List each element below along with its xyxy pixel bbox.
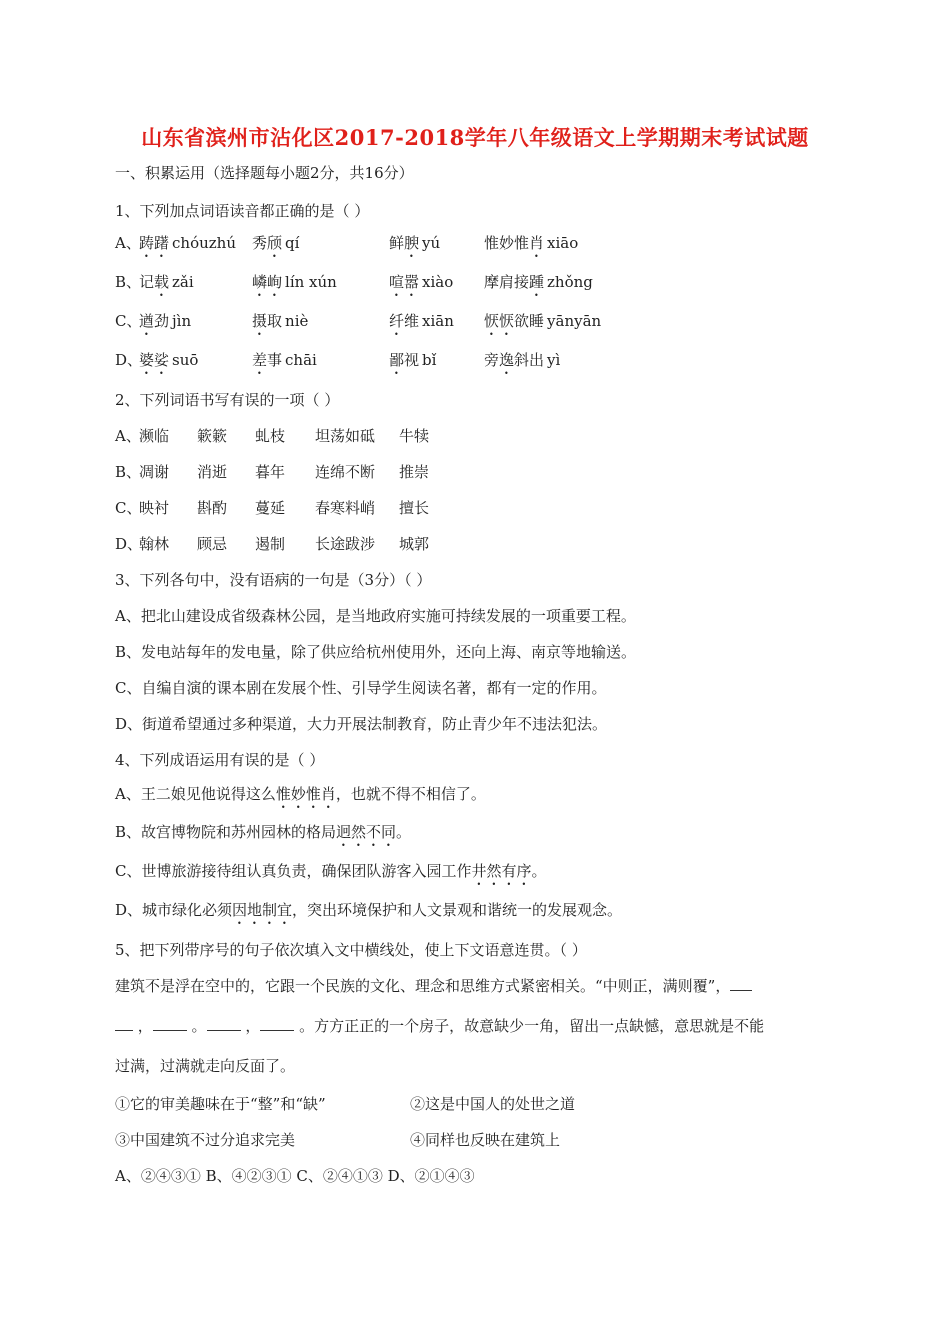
option-label: B、	[115, 463, 142, 481]
word-item: 顾忌	[197, 535, 228, 553]
pinyin-item	[484, 350, 560, 378]
option-label: D、	[115, 351, 143, 369]
word-item: 濒临	[139, 427, 170, 445]
question-2-stem: 2、下列词语书写有误的一项（ ）	[115, 391, 340, 409]
pinyin-text: xiào	[422, 273, 454, 291]
dotted-word: 摄	[252, 312, 268, 330]
word-item: 暮年	[255, 463, 286, 481]
word-text: 惟妙惟	[484, 234, 530, 252]
word-item: 映衬	[139, 499, 170, 517]
word-text: 鲜	[389, 234, 405, 252]
blank-1a[interactable]	[730, 976, 752, 991]
word-text: 旁	[484, 351, 500, 369]
pinyin-item	[139, 233, 236, 261]
question-5-sentence-1: ①它的审美趣味在于“整”和“缺”	[115, 1095, 326, 1113]
pinyin-text: zǎi	[172, 273, 194, 291]
dotted-word: 喧嚣	[389, 273, 420, 291]
pinyin-text: yì	[547, 351, 561, 369]
dotted-word: 颀	[267, 234, 283, 252]
word-item: 簌簌	[197, 427, 228, 445]
pinyin-item	[139, 311, 191, 339]
exam-title: 山东省滨州市沾化区2017-2018学年八年级语文上学期期末考试试题	[141, 125, 809, 150]
word-item: 翰林	[139, 535, 170, 553]
question-3-option-a: A、把北山建设成省级森林公园，是当地政府实施可持续发展的一项重要工程。	[115, 607, 636, 625]
dotted-word: 腴	[404, 234, 420, 252]
word-item: 虬枝	[255, 427, 286, 445]
question-4-stem: 4、下列成语运用有误的是（ ）	[115, 751, 325, 769]
question-3-option-d: D、街道希望通过多种渠道，大力开展法制教育，防止青少年不违法犯法。	[115, 715, 608, 733]
word-text: 斜出	[514, 351, 545, 369]
dotted-word: 踵	[529, 273, 545, 291]
option-label: D、	[115, 535, 143, 553]
question-5-passage-line-3: 过满，过满就走向反面了。	[115, 1057, 296, 1075]
dotted-word: 嶙峋	[252, 273, 283, 291]
pinyin-text: zhǒng	[547, 273, 593, 291]
pinyin-item	[252, 233, 299, 261]
dotted-word: 踌躇	[139, 234, 170, 252]
question-5-sentence-3: ③中国建筑不过分追求完美	[115, 1131, 296, 1149]
word-text: 事	[267, 351, 283, 369]
dotted-word: 婆娑	[139, 351, 170, 369]
word-text: 视	[404, 351, 420, 369]
question-5-passage-line-2: ， 。 ， 。方方正正的一个房子，故意缺少一角，留出一点缺憾，意思就是不能	[115, 1016, 764, 1036]
word-text: 取	[267, 312, 283, 330]
pinyin-text: qí	[285, 234, 300, 252]
pinyin-item	[484, 311, 601, 339]
word-item: 消逝	[197, 463, 228, 481]
option-label: C、	[115, 312, 142, 330]
question-3-option-b: B、发电站每年的发电量，除了供应给杭州使用外，还向上海、南京等地输送。	[115, 643, 637, 661]
word-item: 城郭	[399, 535, 430, 553]
word-text: 摩肩接	[484, 273, 530, 291]
word-item: 斟酌	[197, 499, 228, 517]
dotted-word: 载	[154, 273, 170, 291]
pinyin-text: suō	[172, 351, 199, 369]
word-item: 春寒料峭	[315, 499, 376, 517]
question-1-stem: 1、下列加点词语读音都正确的是（ ）	[115, 202, 370, 220]
pinyin-item	[139, 272, 194, 300]
question-4-option-a: A、王二娘见他说得这么惟妙惟肖，也就不得不相信了。	[115, 785, 486, 803]
pinyin-text: xiān	[422, 312, 454, 330]
blank-1b[interactable]	[115, 1016, 133, 1031]
word-text: 秀	[252, 234, 268, 252]
question-4-option-b: B、故宫博物院和苏州园林的格局迥然不同。	[115, 823, 412, 841]
pinyin-text: niè	[285, 312, 309, 330]
word-text: 欲睡	[514, 312, 545, 330]
word-item: 遏制	[255, 535, 286, 553]
word-item: 坦荡如砥	[315, 427, 376, 445]
pinyin-item	[252, 350, 317, 378]
pinyin-item	[389, 272, 453, 300]
pinyin-item	[389, 350, 436, 378]
blank-3[interactable]	[207, 1016, 241, 1031]
pinyin-text: yú	[422, 234, 441, 252]
question-5-passage-line-1: 建筑不是浮在空中的，它跟一个民族的文化、理念和思维方式紧密相关。“中则正，满则覆”，	[115, 976, 752, 996]
option-label: B、	[115, 273, 142, 291]
pinyin-text: yānyān	[547, 312, 602, 330]
word-item: 长途跋涉	[315, 535, 376, 553]
dotted-word: 遒	[139, 312, 155, 330]
option-label: C、	[115, 499, 142, 517]
question-5-stem: 5、把下列带序号的句子依次填入文中横线处，使上下文语意连贯。（ ）	[115, 941, 587, 959]
option-label: A、	[115, 234, 141, 252]
blank-4[interactable]	[260, 1016, 294, 1031]
word-item: 凋谢	[139, 463, 170, 481]
dotted-word: 纤	[389, 312, 405, 330]
question-3-option-c: C、自编自演的课本剧在发展个性、引导学生阅读名著，都有一定的作用。	[115, 679, 607, 697]
dotted-word: 恹恹	[484, 312, 515, 330]
pinyin-item	[484, 233, 578, 261]
dotted-word: 鄙	[389, 351, 405, 369]
pinyin-text: chóuzhú	[172, 234, 236, 252]
pinyin-text: bǐ	[422, 351, 437, 369]
dotted-word: 差	[252, 351, 268, 369]
pinyin-item	[139, 350, 198, 378]
question-5-choices: A、②④③① B、④②③① C、②④①③ D、②①④③	[115, 1167, 475, 1185]
pinyin-item	[484, 272, 593, 300]
pinyin-item	[252, 311, 308, 339]
word-item: 蔓延	[255, 499, 286, 517]
word-text: 劲	[154, 312, 170, 330]
pinyin-text: xiāo	[547, 234, 579, 252]
pinyin-item	[389, 233, 440, 261]
option-label: A、	[115, 427, 141, 445]
section-heading: 一、积累运用（选择题每小题2分，共16分）	[115, 164, 414, 182]
word-item: 推崇	[399, 463, 430, 481]
pinyin-text: jìn	[172, 312, 192, 330]
blank-2[interactable]	[153, 1016, 187, 1031]
word-text: 维	[404, 312, 420, 330]
dotted-word: 肖	[529, 234, 545, 252]
word-item: 牛犊	[399, 427, 430, 445]
pinyin-item	[252, 272, 337, 300]
question-3-stem: 3、下列各句中，没有语病的一句是（3分）（ ）	[115, 571, 432, 589]
pinyin-item	[389, 311, 454, 339]
pinyin-text: chāi	[285, 351, 317, 369]
question-5-sentence-2: ②这是中国人的处世之道	[410, 1095, 576, 1113]
word-item: 擅长	[399, 499, 430, 517]
pinyin-text: lín xún	[285, 273, 337, 291]
word-text: 记	[139, 273, 155, 291]
question-4-option-d: D、城市绿化必须因地制宜，突出环境保护和人文景观和谐统一的发展观念。	[115, 901, 623, 919]
question-5-sentence-4: ④同样也反映在建筑上	[410, 1131, 561, 1149]
word-item: 连绵不断	[315, 463, 376, 481]
dotted-word: 逸	[499, 351, 515, 369]
question-4-option-c: C、世博旅游接待组认真负责，确保团队游客入园工作井然有序。	[115, 862, 547, 880]
